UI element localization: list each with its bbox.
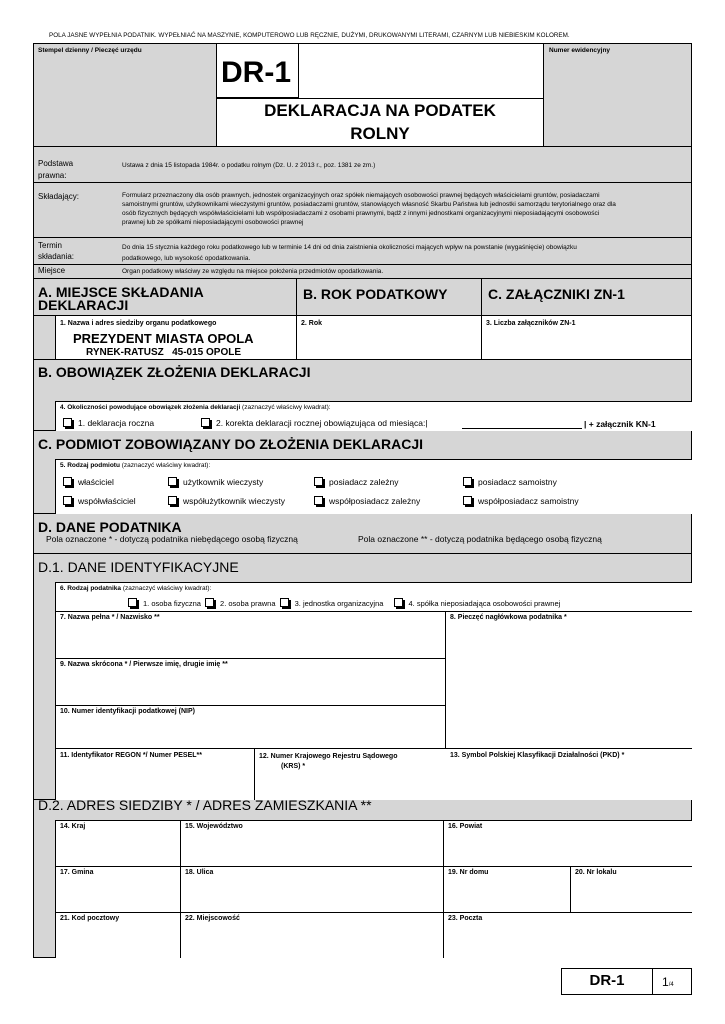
field-5-label: 5. Rodzaj podmiotu (zaznaczyć właściwy kwadrat): (60, 462, 211, 469)
field-4-label: 4. Okoliczności powodujące obowiązek złożenia deklaracji (zaznaczyć właściwy kwadrat): (60, 404, 331, 411)
field-13-label: 13. Symbol Polskiej Klasyfikacji Działalności (PKD) * (450, 752, 625, 759)
stamp-label: Stempel dzienny / Pieczęć urzędu (38, 47, 142, 54)
section-a-title: A. MIEJSCE SKŁADANIA DEKLARACJI (38, 284, 204, 313)
deadline-label: Termin składania: (38, 241, 75, 261)
section-d-title: D. DANE PODATNIKA (38, 519, 182, 535)
place-text: Organ podatkowy właściwy ze względu na miejsce położenia przedmiotów opodatkowania. (122, 268, 384, 275)
option-owner[interactable]: właściciel (63, 477, 114, 487)
field-8-label: 8. Pieczęć nagłówkowa podatnika * (450, 614, 567, 621)
field-2-label: 2. Rok (301, 320, 323, 327)
option-natural-person[interactable]: 1. osoba fizyczna (128, 599, 201, 608)
submitter-label: Składający: (38, 192, 79, 201)
field-16-label: 16. Powiat (448, 823, 483, 830)
field-17-label: 17. Gmina (60, 869, 94, 876)
field-11-label: 11. Identyfikator REGON */ Numer PESEL** (60, 752, 202, 759)
taxpayer-type-options (128, 598, 560, 608)
tax-office-name: PREZYDENT MIASTA OPOLA (73, 331, 254, 346)
form-title: DEKLARACJA NA PODATEK ROLNY (264, 101, 496, 143)
evidence-number-label: Numer ewidencyjny (549, 47, 611, 54)
submitter-text: Formularz przeznaczony dla osób prawnych, jednostek organizacyjnych oraz spółek niemających osobowości prawnej będących właścicielami gruntów, posiadaczami samoistnymi gruntów, użytkownikami wieczystymi gruntów, posiadaczami gruntów, stanowiących własność Skarbu Państwa lub jednostki samorządu terytorialnego oraz dla osób fizycznych będących współwłaścicielami lub współposiadaczami z osobami prawnymi, bądź z innymi jednostkami organizacyjnymi nieposiadającymi osobowości prawnej lub ze spółkami nieposiadającymi osobowości prawnej (122, 192, 616, 226)
field-10-label: 10. Numer identyfikacji podatkowej (NIP) (60, 708, 195, 715)
field-22-label: 22. Miejscowość (185, 915, 240, 922)
footer-form-code: DR-1 (589, 972, 625, 989)
field-7-label: 7. Nazwa pełna * / Nazwisko ** (60, 614, 160, 621)
section-c-title: C. ZAŁĄCZNIKI ZN-1 (488, 286, 625, 302)
checkbox-annual[interactable] (63, 418, 72, 427)
option-correction[interactable]: 2. korekta deklaracji rocznej obowiązująca od miesiąca:| (201, 418, 428, 428)
field-15-label: 15. Województwo (185, 823, 243, 830)
basis-label: Podstawa prawna: (38, 159, 74, 180)
option-partnership[interactable]: 4. spółka nieposiadająca osobowości prawnej (394, 599, 561, 608)
field-12-label: 12. Numer Krajowego Rejestru Sądowego (KRS) * (259, 753, 398, 770)
deadline-text: Do dnia 15 stycznia każdego roku podatkowego lub w terminie 14 dni od dnia zaistnienia okoliczności mających wpływ na powstanie (wygaśnięcie) obowiązku podatkowego, lub wysokość opodatkowania. (122, 244, 577, 262)
field-9-label: 9. Nazwa skrócona * / Pierwsze imię, drugie imię ** (60, 661, 228, 668)
instruction-text: POLA JASNE WYPEŁNIA PODATNIK. WYPEŁNIAĆ NA MASZYNIE, KOMPUTEROWO LUB RĘCZNIE, DUŻYMI, DRUKOWANYMI LITERAMI, CZARNYM LUB NIEBIESKIM KOLOREM. (49, 32, 570, 39)
section-d2-title: D.2. ADRES SIEDZIBY * / ADRES ZAMIESZKANIA ** (38, 797, 372, 813)
place-label: Miejsce (38, 266, 66, 275)
option-co-independent-holder[interactable]: współposiadacz samoistny (463, 496, 579, 506)
field-19-label: 19. Nr domu (448, 869, 489, 876)
field-23-label: 23. Poczta (448, 915, 483, 922)
basis-text: Ustawa z dnia 15 listopada 1984r. o podatku rolnym (Dz. U. z 2013 r., poz. 1381 ze zm.) (122, 162, 376, 169)
tax-year-input[interactable] (297, 330, 480, 358)
field-18-label: 18. Ulica (185, 869, 214, 876)
section-b-title: B. ROK PODATKOWY (303, 286, 448, 302)
option-perpetual-user[interactable]: użytkownik wieczysty (168, 477, 263, 487)
field-20-label: 20. Nr lokalu (575, 869, 617, 876)
option-org-unit[interactable]: 3. jednostka organizacyjna (280, 599, 384, 608)
field-1-label: 1. Nazwa i adres siedziby organu podatkowego (60, 320, 217, 327)
page-number: 1/4 (662, 975, 674, 989)
field-21-label: 21. Kod pocztowy (60, 915, 120, 922)
field-3-label: 3. Liczba załączników ZN-1 (486, 320, 576, 327)
note-natural: Pola oznaczone ** - dotyczą podatnika będącego osobą fizyczną (358, 534, 602, 544)
option-annual[interactable]: 1. deklaracja roczna (63, 418, 154, 428)
attachments-count-input[interactable] (482, 330, 691, 358)
section-b2-title: B. OBOWIĄZEK ZŁOŻENIA DEKLARACJI (38, 364, 311, 380)
option-co-owner[interactable]: współwłaściciel (63, 496, 136, 506)
section-d1-title: D.1. DANE IDENTYFIKACYJNE (38, 559, 239, 575)
field-6-label: 6. Rodzaj podatnika (zaznaczyć właściwy kwadrat): (60, 585, 212, 592)
checkbox-correction[interactable] (201, 418, 210, 427)
option-co-dependent-holder[interactable]: współposiadacz zależny (314, 496, 420, 506)
tax-office-address: RYNEK-RATUSZ 45-015 OPOLE (86, 347, 242, 358)
option-co-perpetual-user[interactable]: współużytkownik wieczysty (168, 496, 285, 506)
option-independent-holder[interactable]: posiadacz samoistny (463, 477, 557, 487)
kn1-attachment: | + załącznik KN-1 (584, 419, 656, 429)
option-legal-person[interactable]: 2. osoba prawna (205, 599, 275, 608)
section-c2-title: C. PODMIOT ZOBOWIĄZANY DO ZŁOŻENIA DEKLARACJI (38, 436, 423, 452)
field-14-label: 14. Kraj (60, 823, 86, 830)
option-dependent-holder[interactable]: posiadacz zależny (314, 477, 398, 487)
note-non-natural: Pola oznaczone * - dotyczą podatnika niebędącego osobą fizyczną (46, 534, 298, 544)
form-code: DR-1 (221, 56, 292, 89)
